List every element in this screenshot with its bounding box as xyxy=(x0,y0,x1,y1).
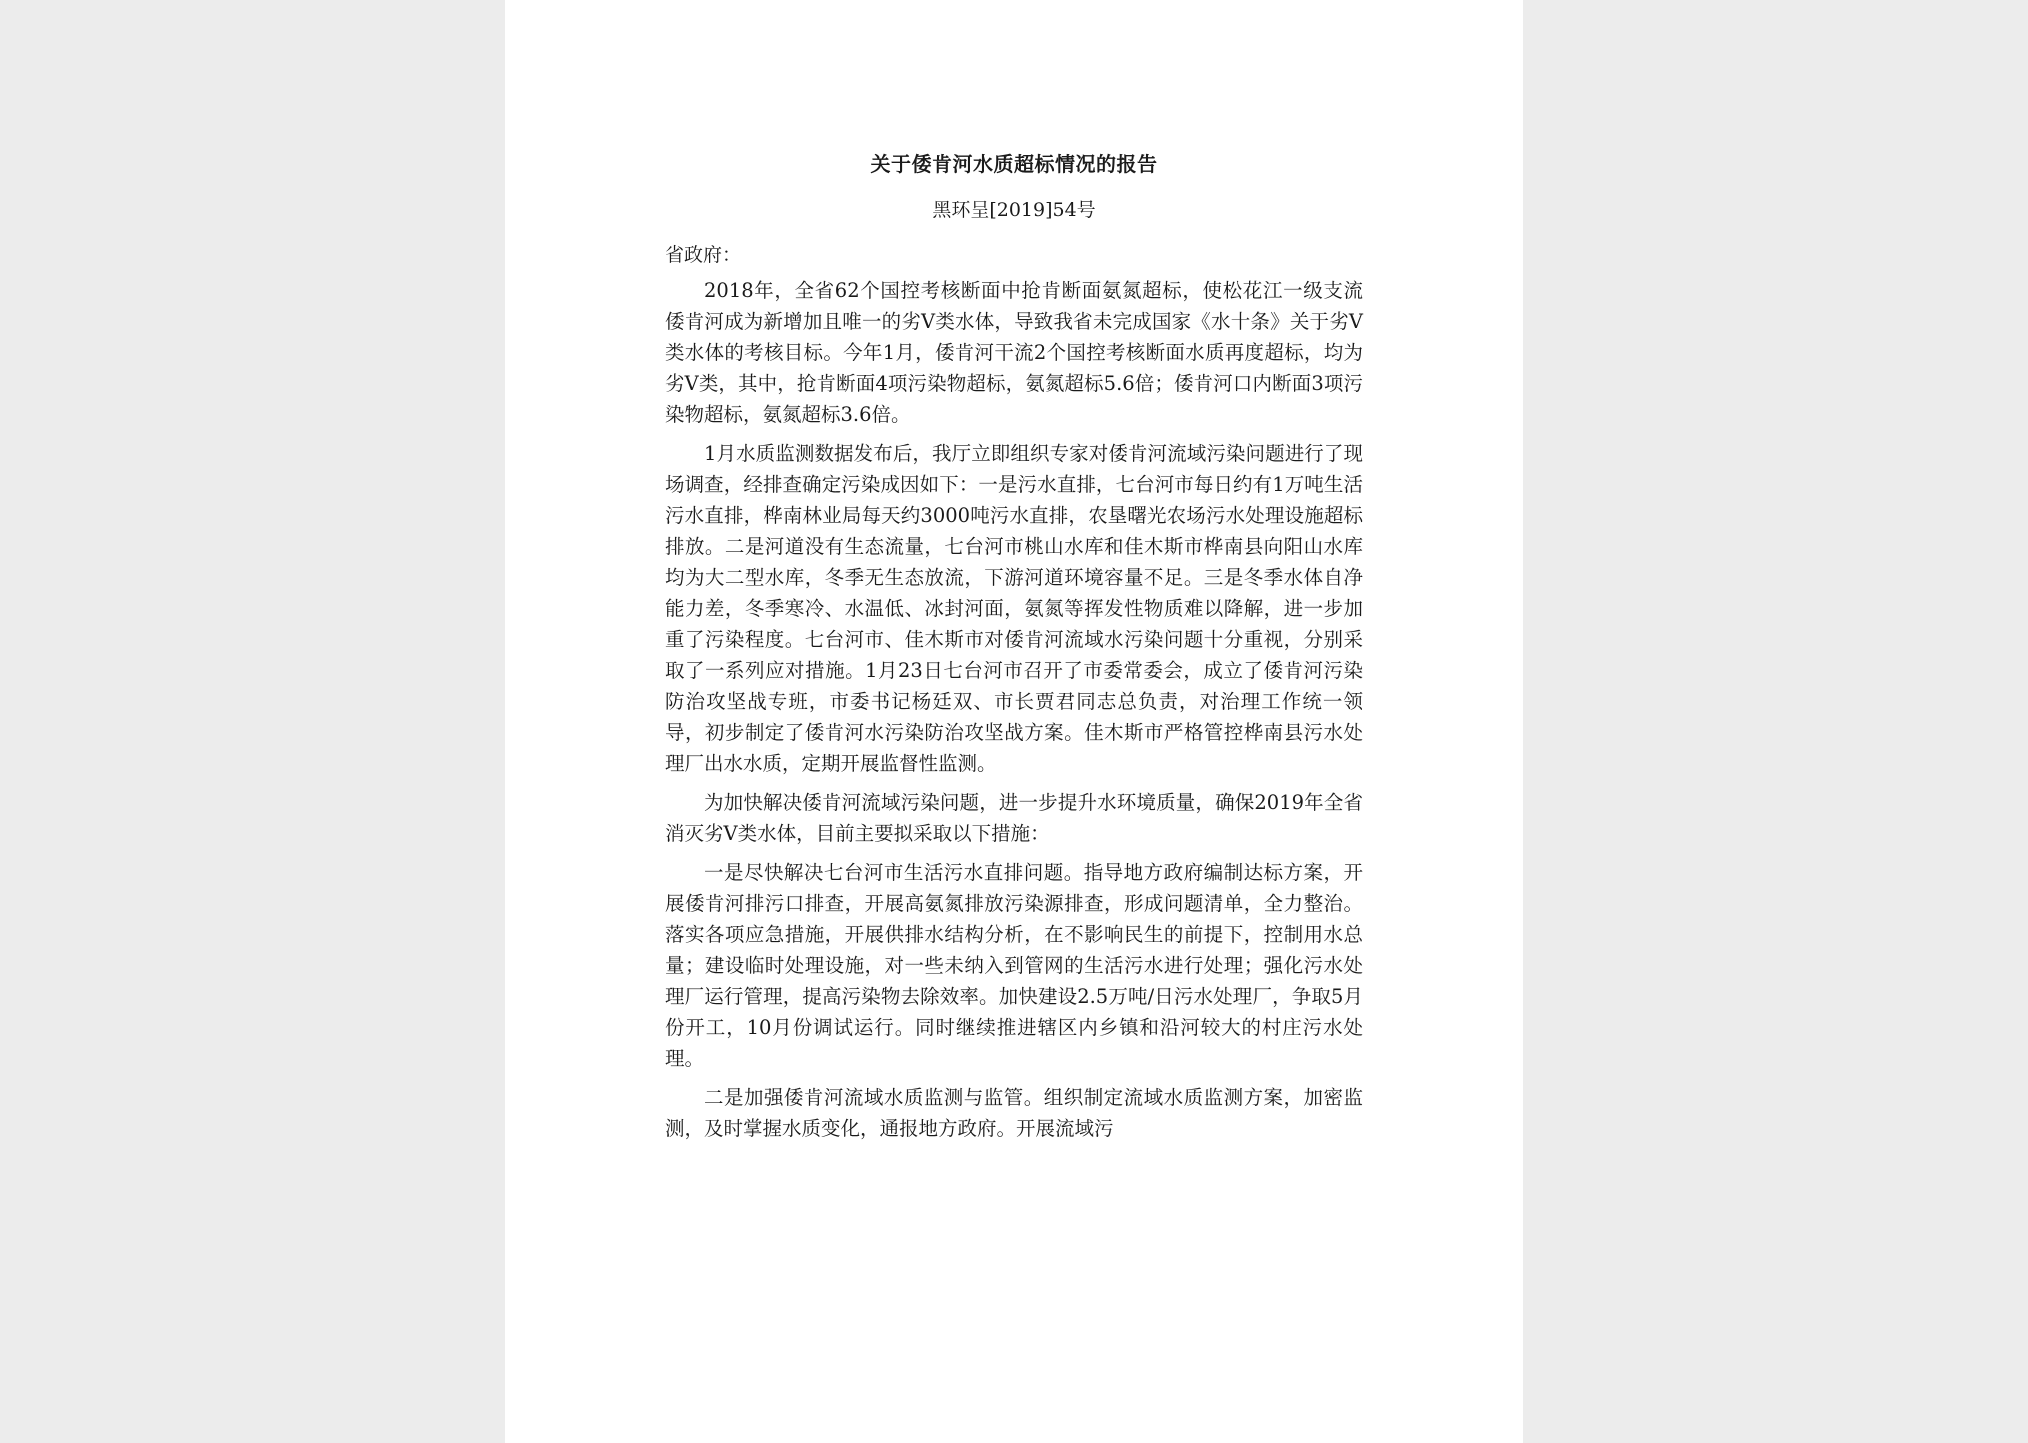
document-page xyxy=(505,0,1523,1443)
salutation: 省政府： xyxy=(665,244,742,266)
paragraph: 1月水质监测数据发布后，我厅立即组织专家对倭肯河流域污染问题进行了现场调查，经排查确定污染成因如下：一是污水直排，七台河市每日约有1万吨生活污水直排，桦南林业局每天约3000吨污水直排，农垦曙光农场污水处理设施超标排放。二是河道没有生态流量，七台河市桃山水库和佳木斯市桦南县向阳山水库均为大二型水库，冬季无生态放流，下游河道环境容量不足。三是冬季水体自净能力差，冬季寒冷、水温低、冰封河面，氨氮等挥发性物质难以降解，进一步加重了污染程度。七台河市、佳木斯市对倭肯河流域水污染问题十分重视，分别采取了一系列应对措施。1月23日七台河市召开了市委常委会，成立了倭肯河污染防治攻坚战专班，市委书记杨廷双、市长贾君同志总负责，对治理工作统一领导，初步制定了倭肯河水污染防治攻坚战方案。佳木斯市严格管控桦南县污水处理厂出水水质，定期开展监督性监测。 xyxy=(665,442,1363,775)
paragraph: 为加快解决倭肯河流域污染问题，进一步提升水环境质量，确保2019年全省消灭劣Ⅴ类水体，目前主要拟采取以下措施： xyxy=(665,791,1363,845)
paragraph: 一是尽快解决七台河市生活污水直排问题。指导地方政府编制达标方案，开展倭肯河排污口排查，开展高氨氮排放污染源排查，形成问题清单，全力整治。落实各项应急措施，开展供排水结构分析，在不影响民生的前提下，控制用水总量；建设临时处理设施，对一些未纳入到管网的生活污水进行处理；强化污水处理厂运行管理，提高污染物去除效率。加快建设2.5万吨/日污水处理厂，争取5月份开工，10月份调试运行。同时继续推进辖区内乡镇和沿河较大的村庄污水处理。 xyxy=(665,861,1363,1070)
document-title: 关于倭肯河水质超标情况的报告 xyxy=(870,152,1158,176)
document-number: 黑环呈[2019]54号 xyxy=(932,199,1096,221)
paragraph: 二是加强倭肯河流域水质监测与监管。组织制定流域水质监测方案，加密监测，及时掌握水质变化，通报地方政府。开展流域污 xyxy=(665,1086,1363,1140)
paragraph: 2018年，全省62个国控考核断面中抢肯断面氨氮超标，使松花江一级支流倭肯河成为新增加且唯一的劣Ⅴ类水体，导致我省未完成国家《水十条》关于劣Ⅴ类水体的考核目标。今年1月，倭肯河干流2个国控考核断面水质再度超标，均为劣Ⅴ类，其中，抢肯断面4项污染物超标，氨氮超标5.6倍；倭肯河口内断面3项污染物超标，氨氮超标3.6倍。 xyxy=(665,279,1363,426)
